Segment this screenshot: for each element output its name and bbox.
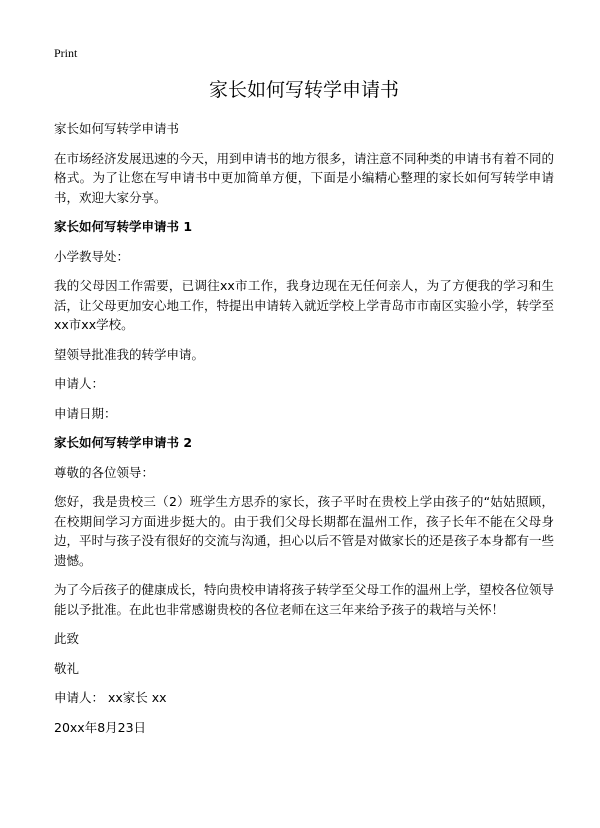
document-subtitle: 家长如何写转学申请书 [54, 121, 180, 136]
section-1-heading: 家长如何写转学申请书 1 [54, 219, 193, 234]
print-label[interactable]: Print [54, 46, 78, 60]
section-2-closing-2: 敬礼 [54, 660, 80, 676]
section-2-paragraph-1: 您好，我是贵校三（2）班学生方思乔的家长，孩子平时在贵校上学由孩子的“姑姑照顾，在校期间学习方面进步挺大的。由于我们父母长期都在温州工作，孩子长年不能在父母身边，平时与孩子没有很好的交流与沟通，担心以后不管是对做家长的还是孩子本身都有一些遗憾。 [54, 494, 555, 568]
section-2-applicant: 申请人： xx家长 xx [54, 690, 167, 705]
section-1-applicant: 申请人： [54, 376, 105, 391]
section-2-paragraph-2: 为了今后孩子的健康成长，特向贵校申请将孩子转学至父母工作的温州上学，望校各位领导能以予批准。在此也非常感谢贵校的各位老师在这三年来给予孩子的栽培与关怀！ [54, 582, 555, 617]
section-1-body: 我的父母因工作需要，已调往xx市工作，我身边现在无任何亲人，为了方便我的学习和生活，让父母更加安心地工作，特提出申请转入就近学校上学青岛市市南区实验小学，转学至xx市xx学校。 [54, 278, 555, 332]
intro-paragraph: 在市场经济发展迅速的今天，用到申请书的地方很多，请注意不同种类的申请书有着不同的格式。为了让您在写申请书中更加简单方便，下面是小编精心整理的家长如何写转学申请书，欢迎大家分享。 [54, 150, 555, 205]
section-2-salutation: 尊敬的各位领导： [54, 464, 155, 480]
section-2-closing-1: 此致 [54, 631, 80, 646]
section-2-date: 20xx年8月23日 [54, 719, 147, 735]
section-2-heading: 家长如何写转学申请书 2 [54, 435, 193, 450]
section-1-salutation: 小学教导处： [54, 248, 130, 264]
page-title: 家长如何写转学申请书 [208, 79, 399, 101]
document-body [54, 119, 554, 747]
section-1-date: 申请日期： [54, 405, 117, 421]
section-1-request: 望领导批准我的转学申请。 [54, 346, 205, 362]
